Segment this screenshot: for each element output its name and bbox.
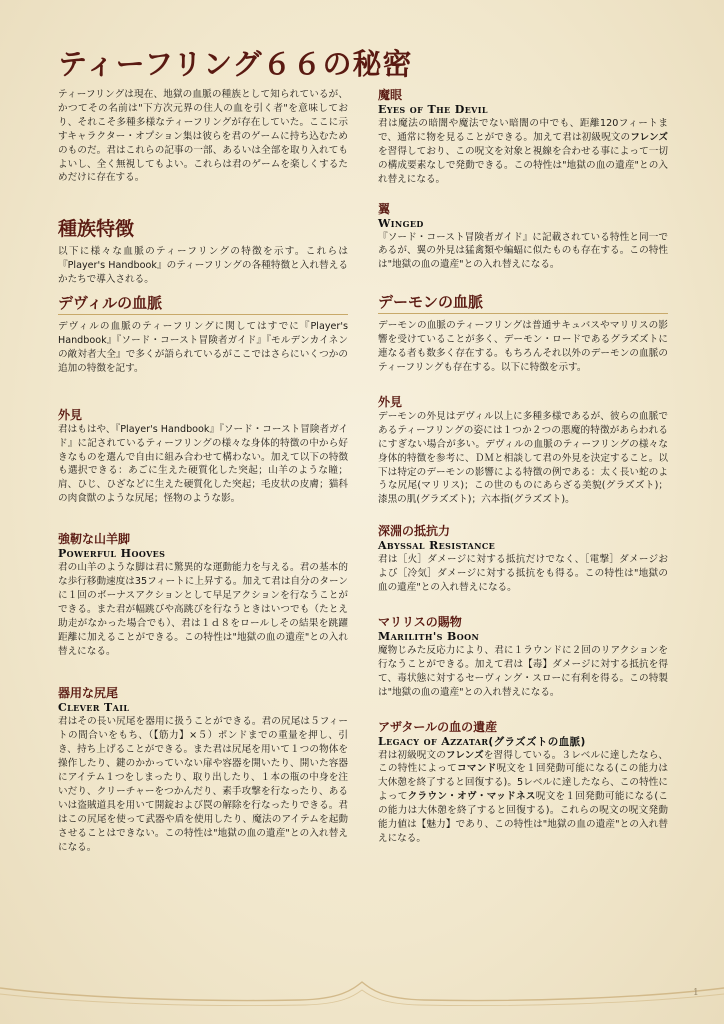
marilith-heading: マリリスの賜物 — [378, 614, 462, 629]
racial-traits-heading: 種族特徴 — [58, 218, 135, 241]
azzatar-text-5: 呪文を１回発動可能になる(この能力は大休憩を終了すると回復する)。5レベルに達したなら、この特性によって — [378, 763, 668, 803]
section-racial-traits — [58, 217, 348, 287]
azzatar-spell-command: コマンド — [456, 763, 497, 775]
demon-appearance-heading: 外見 — [378, 394, 403, 409]
footer-ornament — [0, 960, 724, 1024]
section-clever-tail — [58, 686, 348, 854]
section-legacy-of-azzatar — [378, 720, 668, 846]
winged-subheading: Winged — [378, 216, 424, 230]
abyssal-text: 君は［火］ダメージに対する抵抗だけでなく、［電撃］ダメージおよび［冷気］ダメージに対する抵抗をも得る。この特性は"地獄の血の遺産"との入れ替えになる。 — [378, 554, 668, 594]
demon-bloodline-heading: デーモンの血脈 — [378, 292, 668, 314]
eyes-text-c: を習得しており、この呪文を対象と視線を合わせる事によって一切の構成要素なしで発動できる。この特性は"地獄の血の遺産"との入れ替えになる。 — [378, 145, 668, 185]
eyes-subheading: Eyes of The Devil — [378, 103, 488, 116]
azzatar-text — [378, 749, 668, 846]
winged-text: 『ソード・コースト冒険者ガイド』に記載されている特性と同一であるが、翼の外見は猛禽類や蝙蝠に似たものも存在する。この特性は"地獄の血の遺産"との入れ替えになる。 — [378, 231, 668, 271]
powerful-hooves-text: 君の山羊のような脚は君に驚異的な運動能力を与える。君の基本的な歩行移動速度は35フィートに上昇する。加えて君は自分のターンに１回のボーナスアクションとして早足アクションを行なうことができる。また君が幅跳びや高跳びを行なうときはいつでも（たとえ助走がなかった場合でも）、君は１ｄ８をロールしその結果を跳躍距離に加えることができる。この特性は"地獄の血の遺産"との入れ替えになる。 — [58, 562, 348, 657]
azzatar-subheading-ja: (グラズズトの血脈) — [488, 735, 586, 748]
clever-tail-subheading: Clever Tail — [58, 701, 130, 715]
devil-appearance-heading: 外見 — [58, 407, 83, 422]
page-title: ティーフリング６６の秘密 — [58, 47, 413, 81]
right-column — [378, 88, 668, 846]
demon-appearance-text: デーモンの外見はデヴィル以上に多種多様であるが、彼らの血脈であるティーフリングの姿には１つか２つの悪魔的特徴があらわれるにすぎない場合が多い。デヴィルの血脈のティーフリングの様々な身体的特徴を参考に、ＤＭと相談して君の外見を決定すること。以下は特定のデーモンの影響による特徴の例である：太く長い蛇のような尻尾(マリリス)；この世のものにあらざる美貌(グラズズト)；漆黒の肌(グラズズト)；六本指(グラズズト)。 — [378, 410, 668, 506]
section-winged — [378, 202, 668, 273]
section-eyes-of-the-devil — [378, 88, 668, 187]
powerful-hooves-heading: 強靭な山羊脚 — [58, 532, 131, 547]
marilith-text: 魔物じみた反応力により、君に１ラウンドに２回のリアクションを行なうことができる。加えて君は【毒】ダメージに対する抵抗を得て、毒状態に対するセーヴィング・スローに有利を得る。この特製は"地獄の血の遺産"との入れ替えになる。 — [378, 644, 668, 698]
left-column — [58, 88, 348, 855]
eyes-text-a: 君は魔法の暗闇や魔法でない暗闇の中でも、距離120フィートまで、通常に物を見ることができる。加えて君は初級呪文の — [378, 118, 668, 143]
eyes-spell-friends: フレンズ — [630, 131, 668, 143]
abyssal-heading: 深淵の抵抗力 — [378, 524, 451, 539]
clever-tail-text: 君はその長い尻尾を器用に扱うことができる。君の尻尾は５フィートの間合いをもち、（【筋力】×５）ポンドまでの重量を押し、引き、持ち上げることができる。また君は尻尾を用いて１つの物体を操作したり、鍵のかかっていない扉や容器を開いたり、開いた容器にアイテム１つをしまったり、取り出したり、１本の瓶の中身を注いだり、クリーチャーをつかんだり、素手攻撃を行なったり、あるいは盗賊道具を用いて開錠および罠の解除を行なったりできる。君はこの尻尾を使って武器や盾を使用したり、魔法のアイテムを起動させることはできない。この特性は"地獄の血の遺産"との入れ替えになる。 — [58, 716, 348, 853]
clever-tail-heading: 器用な尻尾 — [58, 686, 119, 701]
winged-heading: 翼 — [378, 201, 391, 216]
section-devil-bloodline — [58, 293, 348, 376]
demon-bloodline-text: デーモンの血脈のティーフリングは普通サキュバスやマリリスの影響を受けていることが多く、デーモン・ロードであるグラズズトに連なる者も数多く存在する。もちろんそれ以外のデーモンの血脈のティーフリングも存在する。以下に特徴を示す。 — [378, 320, 668, 373]
devil-appearance-text: 君はもはや、『Player's Handbook』『ソード・コースト冒険者ガイド』に記されているティーフリングの様々な身体的特徴の中から好きなものを選んで自由に組み合わせて構わない。加えて以下の特徴も選択できる：あごに生えた硬質化した突起；山羊のような瞳；肩、ひじ、ひざなどに生えた硬質化した突起；毛皮状の皮膚；猫科の肉食獣のような尻尾；怪物のような影。 — [58, 423, 348, 505]
section-devil-appearance — [58, 408, 348, 506]
section-demon-appearance — [378, 395, 668, 507]
azzatar-text-7: 呪文を１回発動可能になる(この能力は大休憩を終了すると回復する)。これらの呪文の呪文発動能力値は【魅力】であり、この特性は"地獄の血の遺産"との入れ替えになる。 — [378, 791, 669, 844]
azzatar-spell-friends: フレンズ — [445, 749, 484, 761]
eyes-text — [378, 117, 668, 187]
section-powerful-hooves — [58, 532, 348, 658]
page-number: 1 — [693, 988, 699, 998]
azzatar-text-1: 君は初級呪文の — [378, 749, 446, 761]
devil-bloodline-heading: デヴィルの血脈 — [58, 293, 348, 315]
azzatar-text-3: を習得している。３レベルに達したなら、この特性によって — [378, 749, 668, 775]
powerful-hooves-subheading: Powerful Hooves — [58, 547, 166, 561]
azzatar-heading: アザタールの血の遺産 — [378, 719, 498, 734]
section-abyssal-resistance — [378, 524, 668, 595]
section-mariliths-boon — [378, 615, 668, 700]
section-demon-bloodline — [378, 292, 668, 375]
devil-bloodline-text: デヴィルの血脈のティーフリングに関してはすでに『Player's Handbook』『ソード・コースト冒険者ガイド』『モルデンカイネンの敵対者大全』で多くが語られているがここではさらにいくつかの追加の特徴を記す。 — [58, 321, 348, 374]
azzatar-subheading — [378, 735, 668, 749]
intro-paragraph: ティーフリングは現在、地獄の血脈の種族として知られているが、かつてその名前は"下方次元界の住人の血を引く者"を意味しており、それこそ多種多様なティーフリングが存在していた。ここに示すキャラクター・オプション集は彼らを君のゲームに持ち込むためのものだ。君はこれらの記事の一部、あるいは全部を取り入れてもよいし、全く無視してもよい。これらは君のゲームを楽しくするためだけに存在する。 — [58, 89, 348, 184]
azzatar-subheading-en: Legacy of Azzatar — [378, 734, 489, 748]
eyes-heading: 魔眼 — [378, 88, 403, 102]
marilith-subheading: Marilith's Boon — [378, 629, 480, 643]
abyssal-subheading: Abyssal Resistance — [378, 539, 496, 553]
racial-traits-text: 以下に様々な血脈のティーフリングの特徴を示す。これらは『Player's Handbook』のティーフリングの各種特徴と入れ替えるかたちで導入される。 — [58, 246, 348, 286]
azzatar-spell-crown-of-madness: クラウン・オヴ・マッドネス — [407, 791, 536, 803]
